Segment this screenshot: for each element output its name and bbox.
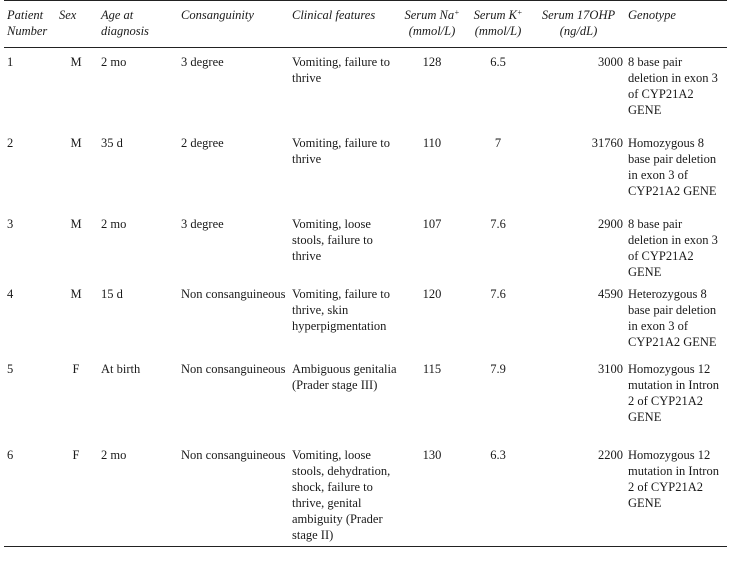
- header-age: Age at diagnosis: [98, 1, 178, 48]
- cell-serum-k: 7: [494, 136, 502, 150]
- cell-consanguinity: 3 degree: [181, 55, 224, 69]
- cell-patient-number: 1: [7, 55, 14, 69]
- header-serum-k-sup: +: [517, 8, 523, 17]
- cell-age: At birth: [101, 362, 141, 376]
- cell-patient-number: 6: [4, 441, 56, 547]
- cell-serum-k: 7.6: [490, 287, 506, 301]
- cell-patient-number: 2: [7, 136, 14, 150]
- header-serum-17ohp-unit: (ng/dL): [559, 24, 598, 38]
- header-serum-k: [464, 1, 531, 48]
- cell-genotype: Homozygous 8 base pair deletion in exon 3 of CYP21A2 GENE: [628, 136, 717, 198]
- cell-clinical-features: Vomiting, loose stools, failure to thrive: [292, 217, 373, 263]
- header-serum-k-label: Serum K: [473, 8, 517, 22]
- patient-characteristics-table: [4, 0, 727, 547]
- cell-clinical-features: Vomiting, failure to thrive, skin hyperpigmentation: [292, 287, 391, 333]
- header-row: [4, 1, 727, 48]
- cell-clinical-features: Vomiting, loose stools, dehydration, shock, failure to thrive, genital ambiguity (Prader stage II): [289, 441, 399, 547]
- header-consanguinity: Consanguinity: [178, 1, 289, 48]
- cell-serum-na: 115: [422, 362, 442, 376]
- header-serum-na-label: Serum Na: [404, 8, 455, 22]
- cell-sex: F: [72, 362, 80, 376]
- cell-serum-na: 110: [422, 136, 442, 150]
- table-row: [4, 129, 727, 210]
- cell-consanguinity: Non consanguineous: [178, 441, 289, 547]
- cell-serum-17ohp: 3100: [598, 362, 623, 376]
- cell-age: 2 mo: [101, 55, 127, 69]
- cell-serum-17ohp: 31760: [591, 136, 623, 150]
- cell-consanguinity: 3 degree: [181, 217, 224, 231]
- cell-serum-17ohp: 2900: [598, 217, 623, 231]
- cell-serum-na: 130: [399, 441, 464, 547]
- header-serum-na-unit: (mmol/L): [408, 24, 456, 38]
- cell-serum-k: 6.3: [464, 441, 531, 547]
- cell-serum-k: 6.5: [490, 55, 506, 69]
- cell-patient-number: 3: [7, 217, 14, 231]
- cell-age: 2 mo: [98, 441, 178, 547]
- cell-clinical-features: Vomiting, failure to thrive: [292, 136, 391, 166]
- cell-serum-na: 107: [422, 217, 442, 231]
- cell-clinical-features: Vomiting, failure to thrive: [292, 55, 391, 85]
- cell-genotype: 8 base pair deletion in exon 3 of CYP21A2 GENE: [628, 217, 718, 279]
- header-serum-na-sup: +: [454, 8, 460, 17]
- cell-age: 15 d: [101, 287, 123, 301]
- header-serum-k-unit: (mmol/L): [474, 24, 522, 38]
- cell-consanguinity: Non consanguineous: [181, 287, 286, 301]
- cell-genotype: Heterozygous 8 base pair deletion in exon 3 of CYP21A2 GENE: [628, 287, 717, 349]
- cell-consanguinity: 2 degree: [181, 136, 224, 150]
- cell-sex: M: [70, 55, 82, 69]
- cell-clinical-features: Ambiguous genitalia (Prader stage III): [292, 362, 397, 392]
- cell-genotype: Homozygous 12 mutation in Intron 2 of CYP21A2 GENE: [625, 441, 727, 547]
- cell-serum-17ohp: 2200: [531, 441, 625, 547]
- cell-age: 2 mo: [101, 217, 127, 231]
- cell-serum-na: 120: [422, 287, 442, 301]
- cell-serum-k: 7.9: [490, 362, 506, 376]
- cell-genotype: Homozygous 12 mutation in Intron 2 of CYP21A2 GENE: [628, 362, 719, 424]
- cell-patient-number: 5: [7, 362, 14, 376]
- cell-sex: M: [70, 136, 82, 150]
- cell-sex: M: [70, 217, 82, 231]
- cell-patient-number: 4: [7, 287, 14, 301]
- cell-sex: F: [56, 441, 98, 547]
- cell-consanguinity: Non consanguineous: [181, 362, 286, 376]
- cell-sex: M: [70, 287, 82, 301]
- header-patient-number: Patient Number: [4, 1, 56, 48]
- cell-age: 35 d: [101, 136, 123, 150]
- header-genotype: Genotype: [625, 1, 727, 48]
- header-sex: Sex: [56, 1, 98, 48]
- patient-table-container: [4, 0, 727, 547]
- table-row: [4, 280, 727, 355]
- table-row: [4, 355, 727, 441]
- cell-genotype: 8 base pair deletion in exon 3 of CYP21A2 GENE: [628, 55, 718, 117]
- table-row: [4, 48, 727, 130]
- header-serum-na: [399, 1, 464, 48]
- cell-serum-17ohp: 3000: [598, 55, 623, 69]
- header-clinical-features: Clinical features: [289, 1, 399, 48]
- table-row: [4, 210, 727, 280]
- cell-serum-k: 7.6: [490, 217, 506, 231]
- cell-serum-17ohp: 4590: [598, 287, 623, 301]
- cell-serum-na: 128: [422, 55, 442, 69]
- header-serum-17ohp: [531, 1, 625, 48]
- header-serum-17ohp-label: Serum 17OHP: [541, 8, 616, 22]
- table-row: [4, 441, 727, 547]
